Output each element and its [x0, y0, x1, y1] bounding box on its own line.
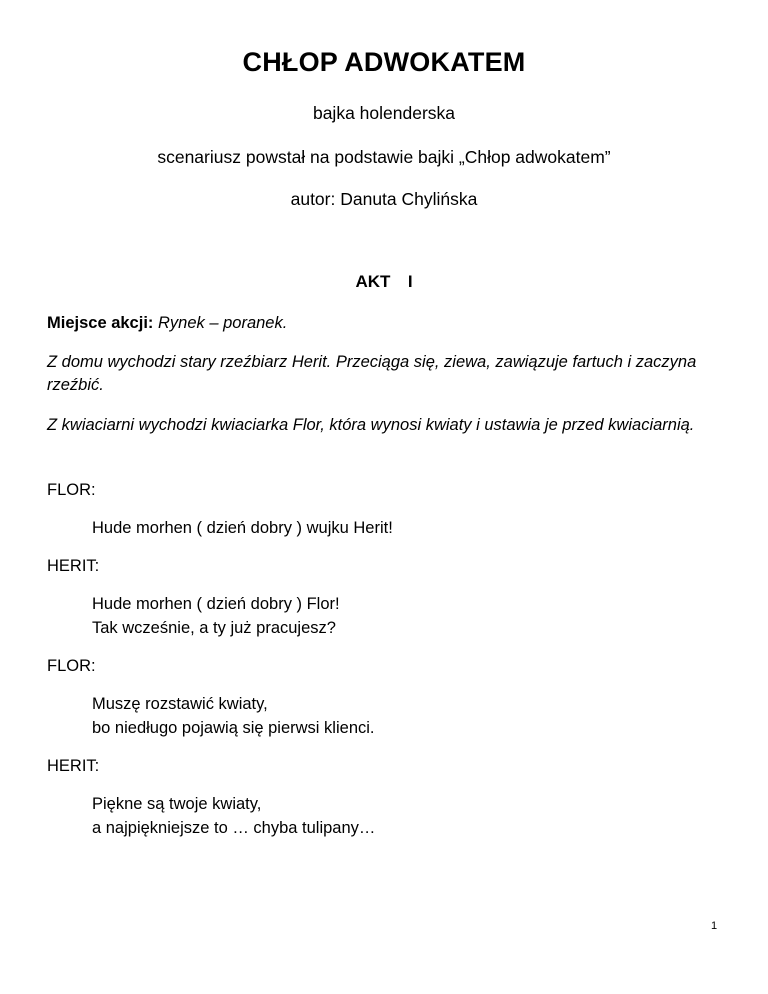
dialogue-line: a najpiękniejsze to … chyba tulipany…: [92, 819, 376, 837]
dialogue-line: Tak wcześnie, a ty już pracujesz?: [92, 619, 336, 637]
document-genre: bajka holenderska: [312, 103, 456, 123]
dialogue-line: Hude morhen ( dzień dobry ) wujku Herit!: [92, 519, 393, 537]
setting-label: Miejsce akcji:: [47, 314, 154, 332]
setting-value: Rynek – poranek.: [153, 314, 288, 332]
dialogue-speaker: FLOR:: [47, 657, 96, 675]
document-author: autor: Danuta Chylińska: [290, 189, 478, 209]
act-heading-text: AKT I: [355, 272, 413, 291]
dialogue-line: Muszę rozstawić kwiaty,: [92, 695, 268, 713]
act-heading: [0, 272, 768, 292]
dialogue-line: Hude morhen ( dzień dobry ) Flor!: [92, 595, 340, 613]
page-number: 1: [711, 920, 718, 932]
dialogue-line: Piękne są twoje kwiaty,: [92, 795, 262, 813]
document-source-note: scenariusz powstał na podstawie bajki „Chłop adwokatem”: [157, 147, 611, 167]
stage-direction-1: Z domu wychodzi stary rzeźbiarz Herit. Przeciąga się, ziewa, zawiązuje fartuch i zaczyna rzeźbić.: [47, 353, 697, 394]
dialogue-line: bo niedługo pojawią się pierwsi klienci.: [92, 719, 375, 737]
dialogue-speaker: HERIT:: [47, 557, 100, 575]
dialogue-speaker: FLOR:: [47, 481, 96, 499]
stage-direction-2: Z kwiaciarni wychodzi kwiaciarka Flor, która wynosi kwiaty i ustawia je przed kwiaciarnią.: [47, 416, 695, 434]
setting-line: [47, 312, 727, 335]
dialogue-speaker: HERIT:: [47, 757, 100, 775]
document-title: CHŁOP ADWOKATEM: [242, 47, 526, 77]
